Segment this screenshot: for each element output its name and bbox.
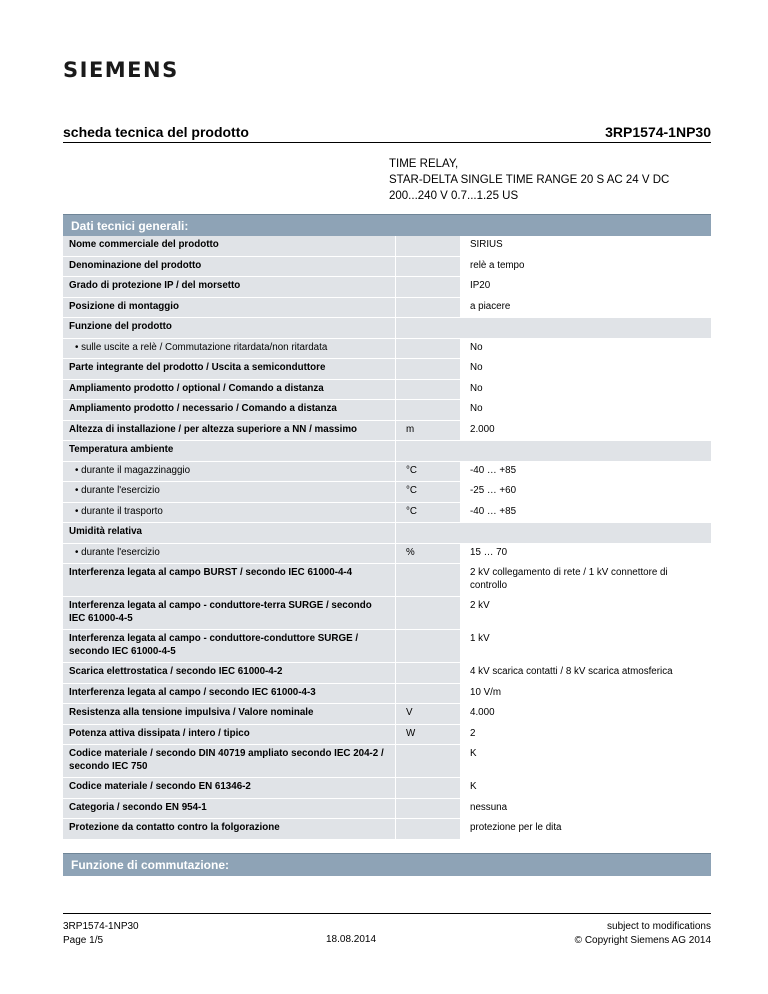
- spec-value: [460, 318, 711, 339]
- spec-value: [460, 441, 711, 462]
- footer-notice: subject to modifications: [607, 921, 711, 932]
- spec-value: a piacere: [460, 297, 711, 318]
- spec-label: Umidità relativa: [63, 523, 396, 544]
- spec-label: Resistenza alla tensione impulsiva / Valore nominale: [63, 704, 396, 725]
- spec-group-row: [63, 441, 711, 462]
- spec-unit: [396, 778, 461, 799]
- spec-label: Temperatura ambiente: [63, 441, 396, 462]
- spec-row: [63, 778, 711, 799]
- spec-value: 2: [460, 724, 711, 745]
- spec-unit: [396, 256, 461, 277]
- spec-value: 1 kV: [460, 630, 711, 663]
- spec-label: Protezione da contatto contro la folgorazione: [63, 819, 396, 840]
- spec-label: • sulle uscite a relè / Commutazione ritardata/non ritardata: [63, 338, 396, 359]
- footer-page: Page 1/5: [63, 935, 104, 946]
- spec-label: Altezza di installazione / per altezza superiore a NN / massimo: [63, 420, 396, 441]
- spec-unit: m: [396, 420, 461, 441]
- product-description: [389, 156, 669, 204]
- spec-value: -25 … +60: [460, 482, 711, 503]
- spec-label: • durante l'esercizio: [63, 482, 396, 503]
- spec-value: nessuna: [460, 798, 711, 819]
- spec-row: [63, 502, 711, 523]
- spec-value: 10 V/m: [460, 683, 711, 704]
- spec-row: [63, 400, 711, 421]
- spec-unit: [396, 277, 461, 298]
- spec-value: No: [460, 338, 711, 359]
- spec-unit: [396, 663, 461, 684]
- spec-unit: [396, 236, 461, 256]
- spec-label: Nome commerciale del prodotto: [63, 236, 396, 256]
- footer-copyright: © Copyright Siemens AG 2014: [574, 935, 711, 946]
- spec-value: SIRIUS: [460, 236, 711, 256]
- spec-label: Interferenza legata al campo - conduttore-terra SURGE / secondo IEC 61000-4-5: [63, 597, 396, 630]
- spec-row: [63, 297, 711, 318]
- spec-unit: [396, 400, 461, 421]
- spec-row: [63, 663, 711, 684]
- spec-label: Grado di protezione IP / del morsetto: [63, 277, 396, 298]
- document-type: scheda tecnica del prodotto: [63, 124, 249, 140]
- spec-label: Codice materiale / secondo DIN 40719 ampliato secondo IEC 204-2 / secondo IEC 750: [63, 745, 396, 778]
- section-title: Dati tecnici generali:: [71, 219, 189, 233]
- spec-row: [63, 338, 711, 359]
- spec-label: Ampliamento prodotto / necessario / Comando a distanza: [63, 400, 396, 421]
- spec-unit: [396, 630, 461, 663]
- spec-unit: °C: [396, 502, 461, 523]
- footer-right: [575, 920, 711, 948]
- spec-label: • durante il trasporto: [63, 502, 396, 523]
- spec-row: [63, 630, 711, 663]
- spec-value: 15 … 70: [460, 543, 711, 564]
- spec-value: -40 … +85: [460, 502, 711, 523]
- footer-code: 3RP1574-1NP30: [63, 921, 139, 932]
- spec-label: Denominazione del prodotto: [63, 256, 396, 277]
- spec-row: [63, 564, 711, 597]
- spec-label: Interferenza legata al campo - conduttore-conduttore SURGE / secondo IEC 61000-4-5: [63, 630, 396, 663]
- spec-unit: W: [396, 724, 461, 745]
- spec-unit: [396, 441, 461, 462]
- spec-unit: [396, 359, 461, 380]
- product-code: 3RP1574-1NP30: [605, 124, 711, 140]
- spec-label: Interferenza legata al campo BURST / secondo IEC 61000-4-4: [63, 564, 396, 597]
- spec-value: [460, 523, 711, 544]
- spec-row: [63, 745, 711, 778]
- spec-table: [63, 236, 711, 840]
- section-header-switching-function: [63, 853, 711, 876]
- spec-row: [63, 597, 711, 630]
- spec-label: • durante l'esercizio: [63, 543, 396, 564]
- spec-row: [63, 379, 711, 400]
- spec-row: [63, 543, 711, 564]
- description-line: TIME RELAY,: [389, 158, 459, 170]
- spec-label: Categoria / secondo EN 954-1: [63, 798, 396, 819]
- spec-unit: [396, 819, 461, 840]
- spec-label: Codice materiale / secondo EN 61346-2: [63, 778, 396, 799]
- spec-row: [63, 704, 711, 725]
- spec-unit: [396, 338, 461, 359]
- siemens-logo: SIEMENS: [63, 58, 179, 82]
- spec-unit: °C: [396, 461, 461, 482]
- description-line: STAR-DELTA SINGLE TIME RANGE 20 S AC 24 V DC: [389, 174, 670, 186]
- spec-label: Funzione del prodotto: [63, 318, 396, 339]
- spec-unit: [396, 597, 461, 630]
- spec-group-row: [63, 523, 711, 544]
- spec-value: 4 kV scarica contatti / 8 kV scarica atmosferica: [460, 663, 711, 684]
- footer-date: 18.08.2014: [326, 934, 377, 945]
- spec-unit: [396, 297, 461, 318]
- spec-label: Ampliamento prodotto / optional / Comando a distanza: [63, 379, 396, 400]
- footer-left: [63, 920, 139, 948]
- spec-value: -40 … +85: [460, 461, 711, 482]
- spec-value: relè a tempo: [460, 256, 711, 277]
- spec-label: Potenza attiva dissipata / intero / tipico: [63, 724, 396, 745]
- spec-unit: [396, 318, 461, 339]
- spec-label: Scarica elettrostatica / secondo IEC 61000-4-2: [63, 663, 396, 684]
- spec-value: IP20: [460, 277, 711, 298]
- spec-group-row: [63, 318, 711, 339]
- description-line: 200...240 V 0.7...1.25 US: [389, 190, 519, 202]
- spec-row: [63, 724, 711, 745]
- spec-unit: [396, 564, 461, 597]
- document-header: [63, 124, 711, 143]
- spec-label: • durante il magazzinaggio: [63, 461, 396, 482]
- page-footer: [63, 913, 711, 946]
- spec-value: K: [460, 778, 711, 799]
- spec-unit: [396, 683, 461, 704]
- spec-label: Interferenza legata al campo / secondo IEC 61000-4-3: [63, 683, 396, 704]
- spec-row: [63, 359, 711, 380]
- spec-label: Parte integrante del prodotto / Uscita a semiconduttore: [63, 359, 396, 380]
- spec-row: [63, 819, 711, 840]
- spec-value: 4.000: [460, 704, 711, 725]
- spec-unit: V: [396, 704, 461, 725]
- spec-row: [63, 461, 711, 482]
- spec-label: Posizione di montaggio: [63, 297, 396, 318]
- spec-row: [63, 798, 711, 819]
- spec-unit: [396, 798, 461, 819]
- spec-value: No: [460, 400, 711, 421]
- spec-row: [63, 277, 711, 298]
- spec-value: protezione per le dita: [460, 819, 711, 840]
- spec-unit: [396, 523, 461, 544]
- spec-row: [63, 420, 711, 441]
- spec-unit: [396, 379, 461, 400]
- section-header-general-data: [63, 214, 711, 237]
- spec-row: [63, 236, 711, 256]
- section-title: Funzione di commutazione:: [71, 858, 229, 872]
- spec-value: 2 kV collegamento di rete / 1 kV connettore di controllo: [460, 564, 711, 597]
- spec-value: 2.000: [460, 420, 711, 441]
- spec-row: [63, 256, 711, 277]
- spec-unit: %: [396, 543, 461, 564]
- spec-value: 2 kV: [460, 597, 711, 630]
- spec-unit: °C: [396, 482, 461, 503]
- spec-value: K: [460, 745, 711, 778]
- spec-row: [63, 482, 711, 503]
- spec-row: [63, 683, 711, 704]
- spec-unit: [396, 745, 461, 778]
- spec-value: No: [460, 379, 711, 400]
- spec-value: No: [460, 359, 711, 380]
